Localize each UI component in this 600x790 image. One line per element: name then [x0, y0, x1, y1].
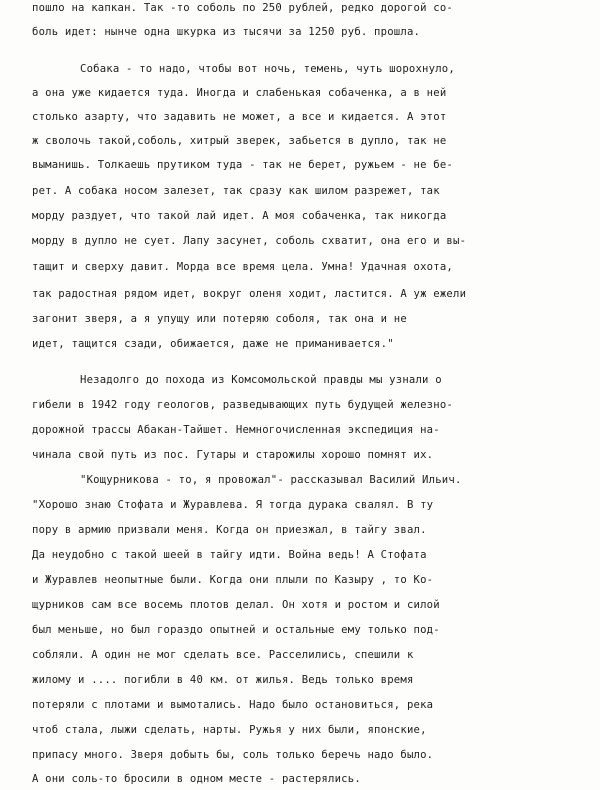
text-line: Да неудобно с такой шеей в тайгу идти. Война ведь! А Стофата [32, 549, 427, 561]
text-line: "Кощурникова - то, я провожал"- рассказывал Василий Ильич. [80, 474, 462, 486]
text-line: чинала свой путь из пос. Гутары и старожилы хорошо помнят их. [32, 449, 434, 461]
text-line: столько азарту, что задавить не может, а все и кидается. А этот [32, 111, 447, 123]
text-line: Незадолго до похода из Комсомольской правды мы узнали о [80, 374, 442, 386]
text-line: а она уже кидается туда. Иногда и слабенькая собаченка, а в ней [32, 87, 447, 99]
text-line: идет, тащится сзади, обижается, даже не приманивается." [32, 338, 394, 350]
text-line: Собака - то надо, чтобы вот ночь, темень, чуть шорохнуло, [80, 63, 455, 75]
text-line: выманишь. Толкаешь прутиком туда - так не берет, ружьем - не бе- [32, 159, 453, 171]
text-line: ж сволочь такой,соболь, хитрый зверек, забьется в дупло, так не [32, 135, 447, 147]
text-line: дорожной трассы Абакан-Тайшет. Немногочисленная экспедиция на- [32, 424, 440, 436]
text-line: морду раздует, что такой лай идет. А моя собаченка, так никогда [32, 210, 447, 222]
text-line: жилому и .... погибли в 40 км. от жилья. Ведь только время [32, 674, 414, 686]
text-line: морду в дупло не сует. Лапу засунет, соболь схватит, она его и вы- [32, 235, 467, 247]
text-line: чтоб стала, лыжи сделать, нарты. Ружья у них были, японские, [32, 724, 427, 736]
text-line: пору в армию призвали меня. Когда он приезжал, в тайгу звал. [32, 524, 427, 536]
text-line: гибели в 1942 году геологов, разведывающих путь будущей железно- [32, 399, 453, 411]
text-line: щурников сам все восемь плотов делал. Он хотя и ростом и силой [32, 599, 440, 611]
text-line: припасу много. Зверя добыть бы, соль только беречь надо было. [32, 749, 434, 761]
text-line: боль идет: нынче одна шкурка из тысячи за 1250 руб. прошла. [32, 26, 421, 38]
text-line: собляли. А один не мог сделать все. Расселились, спешили к [32, 649, 414, 661]
text-line: рет. А собака носом залезет, так сразу как шилом разрежет, так [32, 185, 440, 197]
text-line: загонит зверя, а я упущу или потеряю соболя, так она и не [32, 313, 407, 325]
text-line: потеряли с плотами и вымотались. Надо было остановиться, река [32, 699, 434, 711]
text-line: пошло на капкан. Так -то соболь по 250 рублей, редко дорогой со- [32, 2, 453, 14]
text-line: тащит и сверху давит. Морда все время цела. Умна! Удачная охота, [32, 261, 453, 273]
text-line: был меньше, но был гораздо опытней и остальные ему только под- [32, 624, 440, 636]
text-line: "Хорошо знаю Стофата и Журавлева. Я тогда дурака свалял. В ту [32, 499, 434, 511]
text-line: так радостная рядом идет, вокруг оленя ходит, ластится. А уж ежели [32, 288, 467, 300]
text-line: и Журавлев неопытные были. Когда они плыли по Казыру , то Ко- [32, 574, 434, 586]
text-line: А они соль-то бросили в одном месте - растерялись. [32, 773, 361, 785]
